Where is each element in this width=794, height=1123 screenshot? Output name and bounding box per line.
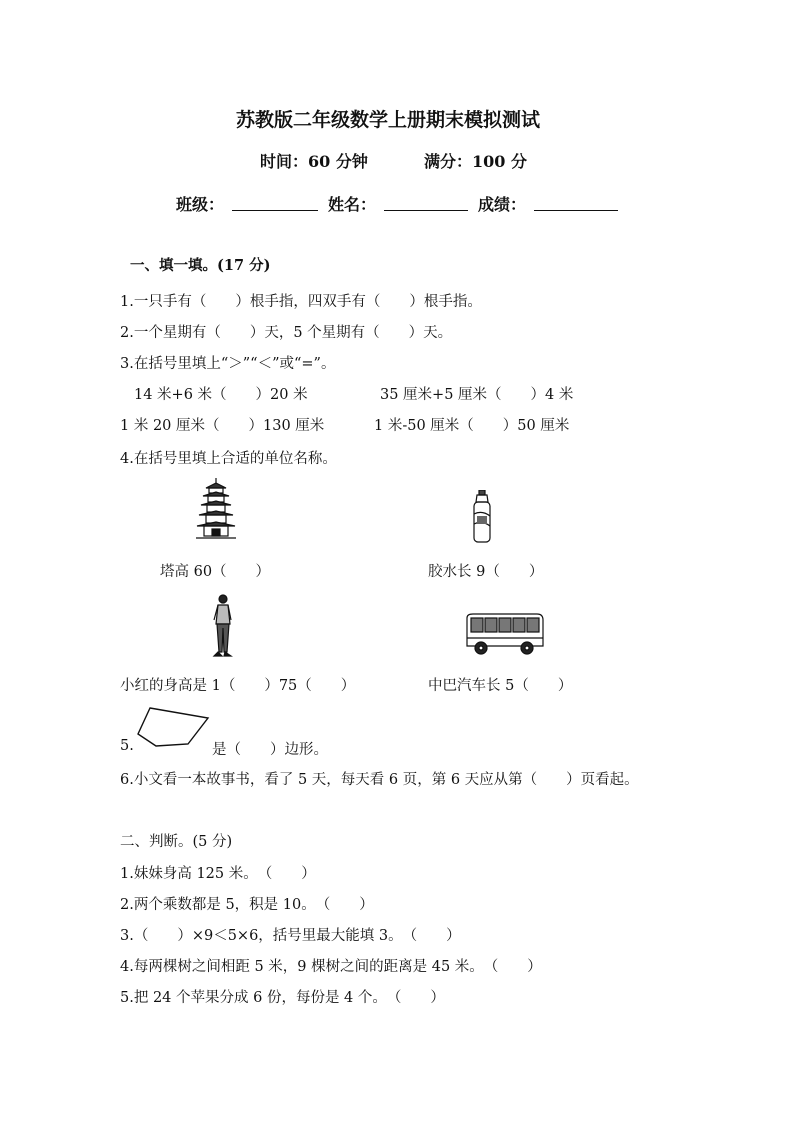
exam-total-score: 满分：100 分 (424, 152, 527, 171)
s1-question-3d: 1 米-50 厘米（ ）50 厘米 (374, 418, 570, 434)
s2-question-1: 1.妹妹身高 125 米。 （ ） (120, 866, 316, 882)
section2-heading: 二、判断。(5 分) (120, 834, 233, 850)
s2-question-3: 3.（ ）×9＜5×6，括号里最大能填 3。 （ ） (120, 928, 461, 944)
s1-question-2: 2.一个星期有（ ）天，5 个星期有（ ）天。 (120, 325, 453, 341)
grade-field[interactable] (534, 210, 618, 211)
name-field[interactable] (384, 210, 468, 211)
grade-label: 成绩： (478, 195, 527, 214)
s1-question-5-number: 5. (120, 738, 134, 754)
s1-question-4c: 小红的身高是 1（ ）75（ ） (120, 678, 356, 694)
class-field[interactable] (232, 210, 318, 211)
class-label: 班级： (176, 195, 225, 214)
section1-heading: 一、填一填。(17 分) (130, 257, 271, 274)
s2-question-5: 5.把 24 个苹果分成 6 份，每份是 4 个。 （ ） (120, 990, 445, 1006)
s1-question-3b: 35 厘米+5 厘米（ ）4 米 (380, 387, 574, 403)
bus-image (463, 612, 545, 658)
s1-question-3: 3.在括号里填上“＞”“＜”或“=”。 (120, 356, 336, 372)
s2-question-2: 2.两个乘数都是 5，积是 10。 （ ） (120, 897, 374, 913)
s1-question-4b: 胶水长 9（ ） (428, 564, 544, 580)
s1-question-1: 1.一只手有（ ）根手指，四双手有（ ）根手指。 (120, 294, 482, 310)
s1-question-4d: 中巴汽车长 5（ ） (428, 678, 573, 694)
s2-question-4: 4.每两棵树之间相距 5 米，9 棵树之间的距离是 45 米。 （ ） (120, 959, 542, 975)
pagoda-image (194, 478, 238, 542)
page-title: 苏教版二年级数学上册期末模拟测试 (236, 109, 541, 131)
s1-question-6: 6.小文看一本故事书，看了 5 天，每天看 6 页，第 6 天应从第（ ）页看起。 (120, 772, 639, 788)
glue-image (471, 490, 493, 544)
s1-question-3c: 1 米 20 厘米（ ）130 厘米 (120, 418, 325, 434)
pentagon-image (136, 706, 210, 748)
s1-question-3a: 14 米+6 米（ ）20 米 (134, 387, 308, 403)
name-label: 姓名： (328, 195, 377, 214)
s1-question-4a: 塔高 60（ ） (160, 564, 271, 580)
s1-question-5-text: 是（ ）边形。 (212, 742, 328, 758)
exam-time: 时间：60 分钟 (260, 152, 368, 171)
person-image (210, 594, 236, 658)
s1-question-4: 4.在括号里填上合适的单位名称。 (120, 451, 337, 467)
